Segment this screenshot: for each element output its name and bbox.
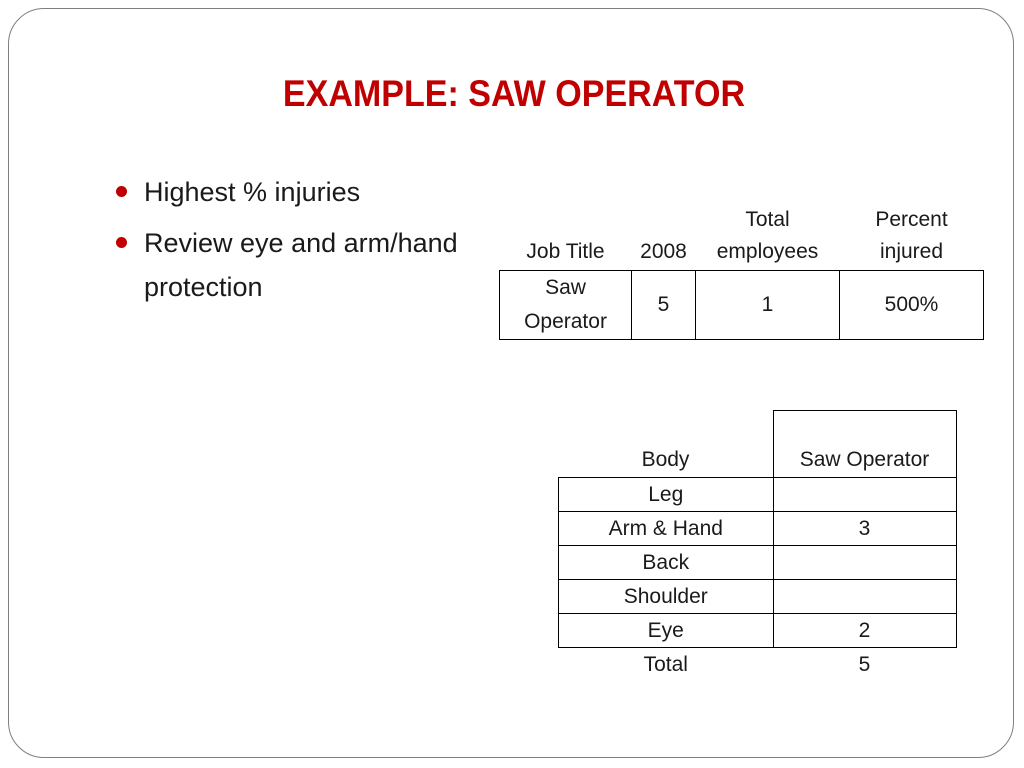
table-header-row (559, 411, 957, 478)
bullet-list (112, 170, 472, 316)
cell-body-part: Back (559, 546, 774, 580)
cell-count (773, 580, 956, 614)
cell-job-title: Saw Operator (500, 271, 632, 340)
cell-body-part: Arm & Hand (559, 512, 774, 546)
table-row (559, 478, 957, 512)
table-row (559, 546, 957, 580)
total-row (559, 648, 957, 682)
table-row (559, 580, 957, 614)
column-header-percent-injured: Percent injured (875, 208, 948, 263)
cell-body-part: Leg (559, 478, 774, 512)
column-header-total-employees: Total employees (716, 208, 819, 263)
bullet-dot-icon (116, 186, 127, 197)
cell-2008: 5 (632, 271, 696, 340)
cell-percent-injured: 500% (840, 271, 984, 340)
total-value: 5 (858, 652, 871, 676)
body-part-table (558, 410, 957, 681)
column-header-saw-operator: Saw Operator (773, 411, 956, 478)
table-row (559, 512, 957, 546)
column-header-body: Body (641, 448, 690, 471)
slide-title: EXAMPLE: SAW OPERATOR (282, 73, 746, 114)
column-header-2008: 2008 (640, 240, 687, 263)
bullet-text: Highest % injuries (144, 177, 361, 207)
cell-total-employees: 1 (696, 271, 840, 340)
cell-count (773, 478, 956, 512)
cell-body-part: Shoulder (559, 580, 774, 614)
bullet-text: Review eye and arm/hand protection (144, 228, 458, 302)
bullet-item (112, 221, 472, 309)
injury-rate-table (499, 204, 984, 340)
total-label: Total (643, 652, 688, 676)
cell-count: 3 (773, 512, 956, 546)
bullet-dot-icon (116, 237, 127, 248)
table-row (500, 271, 984, 340)
cell-count (773, 546, 956, 580)
table-row (559, 614, 957, 648)
cell-count: 2 (773, 614, 956, 648)
column-header-job-title: Job Title (526, 240, 605, 263)
bullet-item (112, 170, 472, 214)
cell-body-part: Eye (559, 614, 774, 648)
table-header-row (500, 204, 984, 271)
